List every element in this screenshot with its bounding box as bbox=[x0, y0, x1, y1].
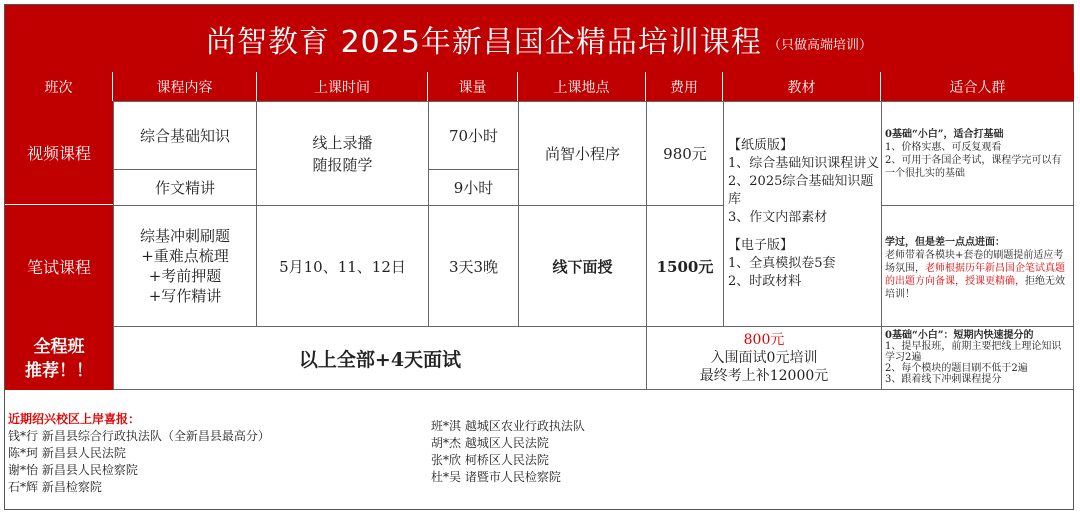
news-item: 张*欣 柯桥区人民法院 bbox=[431, 453, 549, 467]
written-audience-highlight: 老师根据历年新昌国企笔试真题的出题方向备课，授课更精确， bbox=[885, 263, 1065, 287]
header-materials: 教材 bbox=[723, 72, 881, 101]
written-location: 线下面授 bbox=[518, 205, 647, 327]
written-content bbox=[113, 205, 257, 327]
news-heading: 近期绍兴校区上岸喜报： bbox=[8, 412, 141, 426]
video-content-basic: 综合基础知识 bbox=[113, 101, 257, 170]
news-item: 杜*吴 诸暨市人民检察院 bbox=[431, 470, 561, 484]
written-fee: 1500元 bbox=[646, 205, 724, 327]
header-fee: 费用 bbox=[646, 72, 723, 101]
materials-digital-item1: 1、全真模拟卷5套 bbox=[728, 256, 836, 271]
news-item: 班*淇 越城区农业行政执法队 bbox=[431, 419, 585, 433]
written-content-line1: 综基冲刺刷题 bbox=[139, 227, 230, 245]
video-fee: 980元 bbox=[646, 101, 724, 206]
written-content-line2: +重难点梳理 bbox=[141, 247, 229, 265]
video-audience-line1: 1、价格实惠、可反复观看 bbox=[885, 141, 1002, 153]
materials-paper-title: 【纸质版】 bbox=[728, 138, 794, 153]
title-subtitle: （只做高端培训） bbox=[767, 38, 872, 53]
video-content-essay: 作文精讲 bbox=[113, 169, 257, 206]
materials-digital-title: 【电子版】 bbox=[728, 238, 794, 253]
video-time-line2: 随报随学 bbox=[312, 155, 373, 174]
header-location: 上课地点 bbox=[518, 72, 646, 101]
news-item: 钱*行 新昌县综合行政执法队（全新昌县最高分） bbox=[8, 429, 270, 443]
full-audience-line2: 2、每个模块的题目刷不低于2遍 bbox=[885, 362, 1028, 374]
materials-paper-item3: 3、作文内部素材 bbox=[728, 210, 828, 225]
written-audience-text1: 老师带着各模块+套卷的刷题提前适应考场氛围， bbox=[885, 250, 1064, 274]
row-label-full bbox=[5, 327, 113, 390]
header-class: 班次 bbox=[5, 72, 113, 101]
video-location: 尚智小程序 bbox=[518, 101, 647, 206]
full-audience-heading: 0基础“小白”：短期内快速提分的 bbox=[885, 329, 1034, 341]
full-label-line2: 推荐！！ bbox=[25, 360, 93, 381]
news-right bbox=[431, 418, 751, 486]
news-item: 石*辉 新昌检察院 bbox=[8, 480, 102, 494]
full-fee-price: 800元 bbox=[743, 332, 785, 348]
news-item: 胡*杰 越城区人民法院 bbox=[431, 436, 549, 450]
full-label-line1: 全程班 bbox=[33, 336, 85, 357]
header-content: 课程内容 bbox=[113, 72, 257, 101]
news-left bbox=[8, 411, 418, 496]
full-fee-line3: 最终考上补12000元 bbox=[699, 368, 829, 384]
materials-paper-item1: 1、综合基础知识课程讲义 bbox=[728, 156, 880, 171]
video-audience-line2: 2、可用于各国企考试，课程学完可以有一个很扎实的基础 bbox=[885, 154, 1062, 179]
full-audience bbox=[881, 326, 1074, 390]
header-time: 上课时间 bbox=[257, 72, 428, 101]
poster-title bbox=[5, 5, 1073, 72]
written-content-line4: +写作精讲 bbox=[148, 287, 222, 305]
video-audience-heading: 0基础“小白”，适合打基础 bbox=[885, 128, 1004, 140]
written-audience-text2: 拒绝无效培训！ bbox=[885, 276, 1065, 300]
header-audience: 适合人群 bbox=[881, 72, 1074, 101]
materials-cell bbox=[723, 101, 882, 327]
full-audience-line1: 1、提早报班，前期主要把线上理论知识学习2遍 bbox=[885, 340, 1062, 363]
written-content-line3: +考前押题 bbox=[148, 267, 222, 285]
video-time bbox=[256, 101, 429, 206]
row-label-video: 视频课程 bbox=[5, 101, 113, 205]
video-audience bbox=[881, 101, 1074, 206]
full-fee-line2: 入围面试0元培训 bbox=[710, 350, 818, 366]
title-main: 尚智教育 2025年新昌国企精品培训课程 bbox=[206, 24, 762, 60]
materials-paper-item2: 2、2025综合基础知识题库 bbox=[728, 174, 874, 207]
video-hours-basic: 70小时 bbox=[428, 101, 519, 170]
full-fee bbox=[646, 326, 882, 390]
written-time: 5月10、11、12日 bbox=[256, 205, 429, 327]
row-label-written: 笔试课程 bbox=[5, 205, 113, 327]
full-audience-line3: 3、跟着线下冲刺课程提分 bbox=[885, 373, 1002, 385]
written-audience-heading: 学过，但是差一点点进面： bbox=[885, 237, 1005, 248]
video-time-line1: 线上录播 bbox=[312, 133, 373, 152]
materials-digital-item2: 2、时政材料 bbox=[728, 274, 802, 289]
video-hours-essay: 9小时 bbox=[428, 169, 519, 206]
written-audience bbox=[881, 205, 1074, 327]
news-item: 陈*珂 新昌县人民法院 bbox=[8, 446, 126, 460]
header-hours: 课量 bbox=[428, 72, 518, 101]
written-hours: 3天3晚 bbox=[428, 205, 519, 327]
news-item: 谢*怡 新昌县人民检察院 bbox=[8, 463, 138, 477]
full-content: 以上全部+4天面试 bbox=[113, 326, 647, 390]
